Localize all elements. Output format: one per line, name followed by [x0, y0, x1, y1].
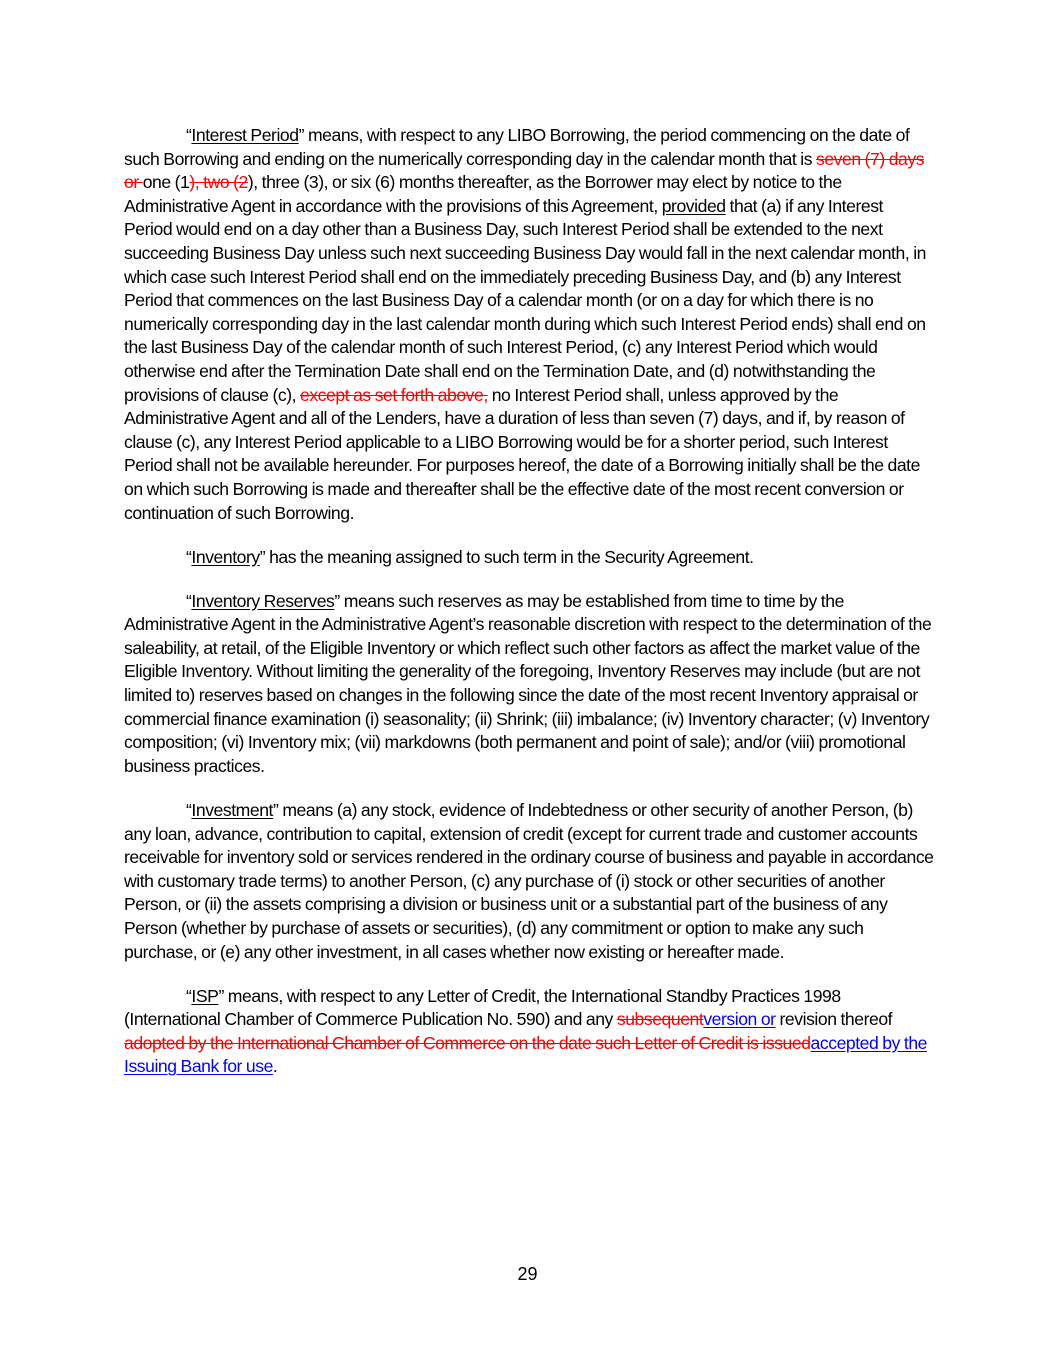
text-run: ), three (3), or six (6) months thereafter, as the Borrower may elect by notice to the Administrative Agent in accordance with the provisions of this Agreement, [124, 172, 842, 216]
defined-term: Investment [191, 799, 273, 820]
deleted-text: ), two (2 [189, 172, 248, 193]
text-run: . [272, 1056, 278, 1077]
deleted-text: subsequent [616, 1009, 704, 1030]
definition-inventory [124, 546, 934, 570]
text-run: ” means such reserves as may be established from time to time by the Administrative Agent in the Administrative Agent’s reasonable discretion with respect to the determination of the saleability, at retail, of the Eligible Inventory or which reflect such other factors as affect the market value of the Eligible Inventory. Without limiting the generality of the foregoing, Inventory Reserves may include (but are not limited to) reserves based on changes in the following since the date of the most recent Inventory appraisal or commercial finance examination (i) seasonality; (ii) Shrink; (iii) imbalance; (iv) Inventory character; (v) Inventory composition; (vi) Inventory mix; (vii) markdowns (both permanent and point of sale); and/or (viii) promotional business practices. [124, 590, 932, 776]
page-number: 29 [517, 1264, 538, 1284]
text-run: that (a) if any Interest Period would end on a day other than a Business Day, such Interest Period shall be extended to the next succeeding Business Day unless such next succeeding Business Day would fall in the next calendar month, in which case such Interest Period shall end on the immediately preceding Business Day, and (b) any Interest Period that commences on the last Business Day of a calendar month (or on a day for which there is no numerically corresponding day in the last calendar month during which such Interest Period ends) shall end on the last Business Day of the calendar month of such Interest Period, (c) any Interest Period which would otherwise end after the Termination Date shall end on the Termination Date, and (d) notwithstanding the provisions of clause (c), [124, 195, 926, 405]
defined-term: Interest Period [191, 125, 299, 145]
text-run: “ [186, 590, 192, 611]
text-run: “ [186, 985, 192, 1006]
text-run: one (1 [142, 172, 190, 193]
text-run: “ [186, 125, 192, 145]
defined-term: Inventory Reserves [191, 590, 335, 611]
definition-inventory-reserves [124, 590, 934, 779]
definition-investment [124, 799, 934, 964]
defined-term: provided [661, 195, 726, 216]
text-run: ” means (a) any stock, evidence of Indebtedness or other security of another Person, (b) any loan, advance, contribution to capital, extension of credit (except for current trade and customer accounts receivable for inventory sold or services rendered in the ordinary course of business and payable in accordance with customary trade terms) to another Person, (c) any purchase of (i) stock or other securities of another Person, or (ii) the assets comprising a division or business unit or a substantial part of the business of any Person (whether by purchase of assets or securities), (d) any commitment or option to make any such purchase, or (e) any other investment, in all cases whether now existing or hereafter made. [124, 799, 934, 962]
document-body [124, 124, 934, 1099]
inserted-text: version or [703, 1009, 776, 1030]
text-run: revision thereof [775, 1009, 893, 1030]
text-run: “ [186, 546, 192, 567]
deleted-text: seven (7) days or [124, 148, 925, 193]
text-run: “ [186, 799, 192, 820]
defined-term: Inventory [191, 546, 260, 567]
text-run: ” means, with respect to any LIBO Borrowing, the period commencing on the date of such Borrowing and ending on the numerically corresponding day in the calendar month that is [124, 125, 910, 169]
inserted-text: accepted by the Issuing Bank for use [124, 1032, 928, 1077]
text-run: ” means, with respect to any Letter of Credit, the International Standby Practices 1998 (International Chamber of Commerce Publication No. 590) and any [124, 985, 841, 1030]
definition-interest-period [124, 124, 934, 525]
deleted-text: adopted by the International Chamber of Commerce on the date such Letter of Credit is issued [124, 1032, 811, 1053]
defined-term: ISP [191, 985, 219, 1006]
definition-isp [124, 985, 934, 1079]
deleted-text: except as set forth above, [300, 384, 488, 405]
text-run: no Interest Period shall, unless approved by the Administrative Agent and all of the Lenders, have a duration of less than seven (7) days, and if, by reason of clause (c), any Interest Period applicable to a LIBO Borrowing would be for a shorter period, such Interest Period shall not be available hereunder. For purposes hereof, the date of a Borrowing initially shall be the date on which such Borrowing is made and thereafter shall be the effective date of the most recent conversion or continuation of such Borrowing. [124, 384, 920, 523]
text-run: ” has the meaning assigned to such term in the Security Agreement. [259, 546, 754, 567]
